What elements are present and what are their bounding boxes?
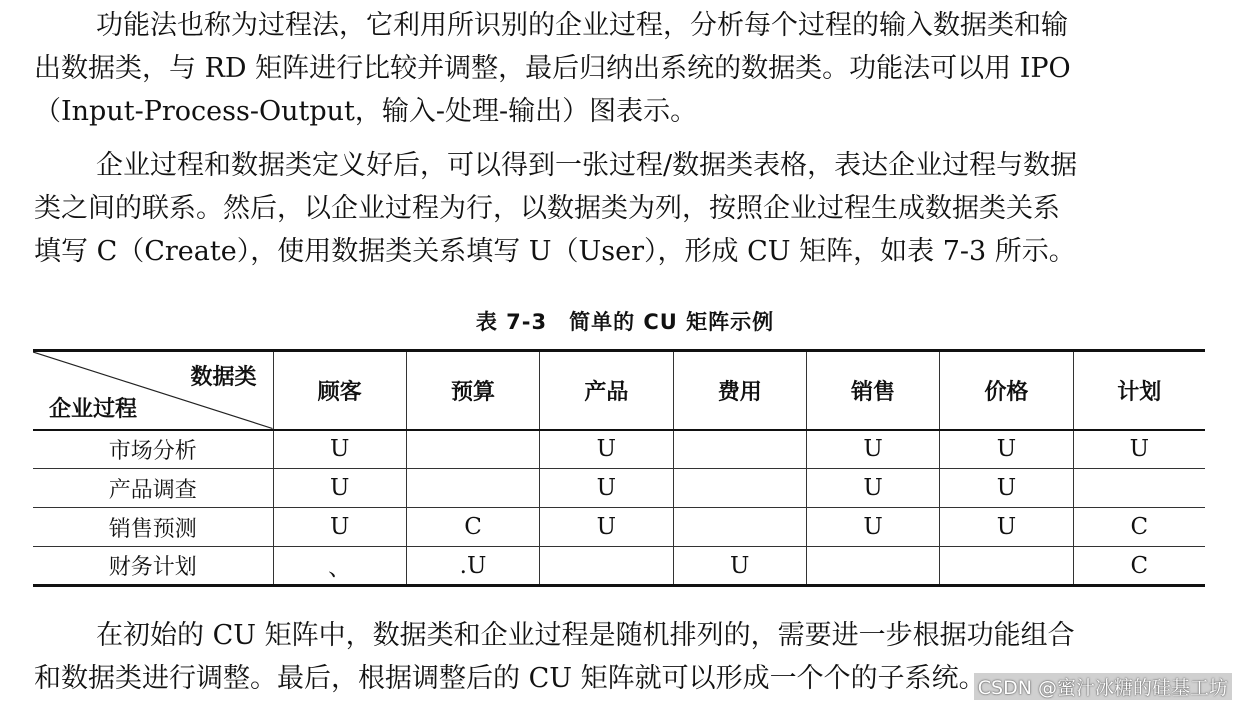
text-line: 和数据类进行调整。最后，根据调整后的 CU 矩阵就可以形成一个个的子系统。 <box>34 663 986 694</box>
matrix-cell: U <box>1073 430 1205 469</box>
matrix-cell <box>406 469 539 508</box>
matrix-cell: U <box>806 469 939 508</box>
corner-header-cell <box>33 351 273 430</box>
text-line: 在初始的 CU 矩阵中，数据类和企业过程是随机排列的，需要进一步根据功能组合 <box>96 620 1075 651</box>
text-line: 功能法也称为过程法，它利用所识别的企业过程，分析每个过程的输入数据类和输 <box>96 10 1068 41</box>
matrix-cell: C <box>1073 508 1205 547</box>
matrix-cell: U <box>273 469 406 508</box>
watermark: CSDN @蜜汁冰糖的硅基工坊 <box>974 673 1232 700</box>
matrix-cell: U <box>806 430 939 469</box>
matrix-cell: U <box>540 430 673 469</box>
cu-matrix-table <box>33 349 1205 587</box>
matrix-cell <box>806 547 939 586</box>
matrix-cell <box>673 430 806 469</box>
matrix-cell <box>673 508 806 547</box>
text-line: （Input-Process-Output，输入-处理-输出）图表示。 <box>34 96 698 127</box>
matrix-cell: U <box>940 469 1073 508</box>
table-caption: 表 7-3 简单的 CU 矩阵示例 <box>475 310 775 334</box>
matrix-cell: U <box>540 508 673 547</box>
matrix-cell: U <box>273 508 406 547</box>
matrix-cell: 、 <box>273 547 406 586</box>
table-row <box>33 469 1205 508</box>
table-row <box>33 430 1205 469</box>
text-line: 出数据类，与 RD 矩阵进行比较并调整，最后归纳出系统的数据类。功能法可以用 IPO <box>34 53 1071 84</box>
column-header: 顾客 <box>273 351 406 430</box>
matrix-cell: U <box>673 547 806 586</box>
table-row <box>33 547 1205 586</box>
column-header: 产品 <box>540 351 673 430</box>
matrix-cell <box>940 547 1073 586</box>
process-name-cell: 市场分析 <box>33 430 273 469</box>
text-line: 企业过程和数据类定义好后，可以得到一张过程/数据类表格，表达企业过程与数据 <box>96 150 1078 181</box>
process-name-cell: 财务计划 <box>33 547 273 586</box>
table-row <box>33 508 1205 547</box>
column-header: 费用 <box>673 351 806 430</box>
column-header: 销售 <box>806 351 939 430</box>
matrix-cell <box>406 430 539 469</box>
matrix-cell: U <box>540 469 673 508</box>
paragraph-functional-method <box>34 4 1214 133</box>
matrix-cell <box>1073 469 1205 508</box>
matrix-cell: C <box>1073 547 1205 586</box>
column-header: 价格 <box>940 351 1073 430</box>
process-name-cell: 产品调查 <box>33 469 273 508</box>
matrix-cell: U <box>806 508 939 547</box>
corner-label-process: 企业过程 <box>49 396 138 422</box>
matrix-cell: U <box>940 430 1073 469</box>
paragraph-process-data-table <box>34 144 1214 273</box>
matrix-cell: U <box>273 430 406 469</box>
matrix-cell <box>540 547 673 586</box>
matrix-cell: U <box>940 508 1073 547</box>
column-header: 预算 <box>406 351 539 430</box>
matrix-cell: .U <box>406 547 539 586</box>
text-line: 填写 C（Create），使用数据类关系填写 U（User），形成 CU 矩阵，如表 7-3 所示。 <box>34 236 1076 267</box>
matrix-cell <box>673 469 806 508</box>
process-name-cell: 销售预测 <box>33 508 273 547</box>
column-header: 计划 <box>1073 351 1205 430</box>
matrix-cell: C <box>406 508 539 547</box>
table-header-row <box>33 351 1205 430</box>
corner-label-data-class: 数据类 <box>190 365 257 390</box>
text-line: 类之间的联系。然后，以企业过程为行，以数据类为列，按照企业过程生成数据类关系 <box>34 193 1060 224</box>
